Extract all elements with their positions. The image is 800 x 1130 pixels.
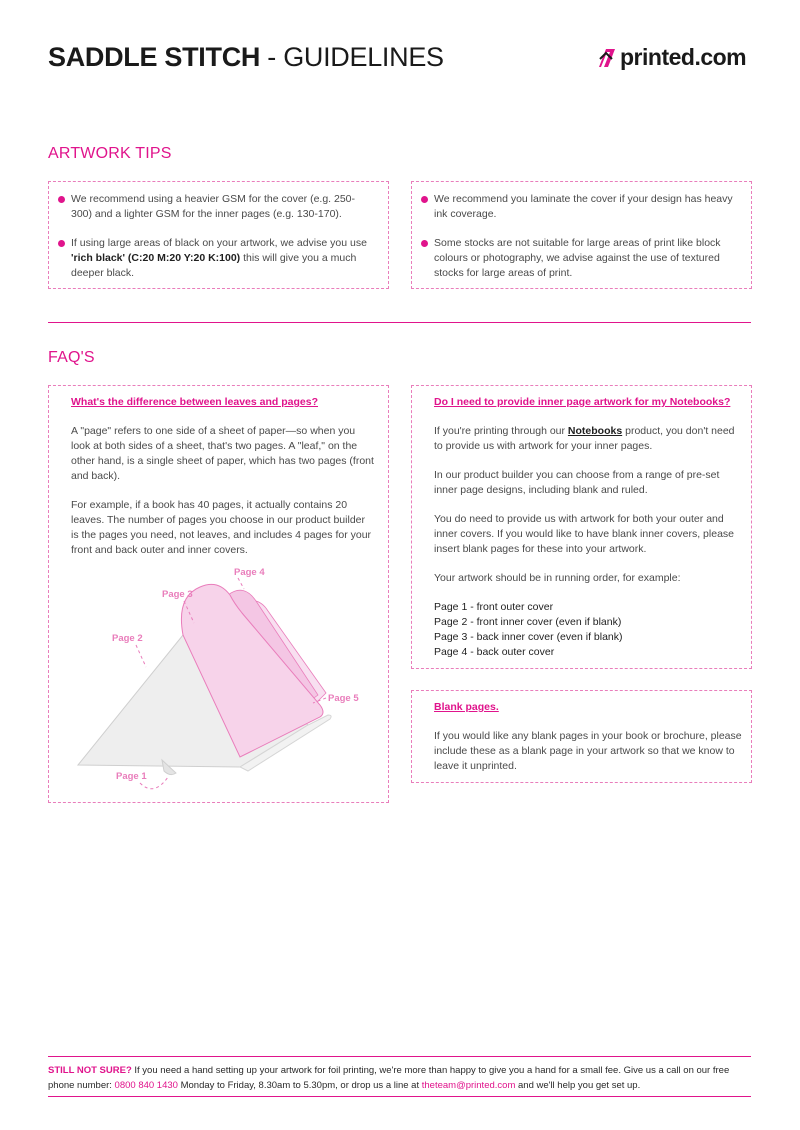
faq-notebooks-p3: You do need to provide us with artwork for both your outer and inner covers. If you would like to have blank inner covers, please insert blank pages for these into your artwork. [434, 513, 734, 555]
page-2-label: Page 2 [112, 633, 143, 644]
page-title-bold: SADDLE STITCH [48, 42, 261, 72]
artwork-tips-right-list [412, 192, 743, 281]
footer-top-rule [48, 1056, 751, 1057]
footer-copy: If you need a hand setting up your artwork for foil printing, we're more than happy to give you a hand for a small fee. Give us a call on our free phone number: [48, 1065, 730, 1091]
printed-logo-icon [597, 47, 617, 69]
page-1-label: Page 1 [116, 771, 147, 782]
faq-notebooks-p2: In our product builder you can choose from a range of pre-set inner page designs, including blank and ruled. [434, 469, 720, 496]
faq-blank-box [411, 690, 752, 783]
list-item [49, 192, 374, 222]
artwork-tips-left-box [48, 181, 389, 289]
tip-text: If using large areas of black on your artwork, we advise you use [71, 237, 367, 249]
footer-copy: and we'll help you get set up. [515, 1080, 641, 1091]
artwork-tips-heading: ARTWORK TIPS [48, 145, 172, 162]
faq-notebooks-p1 [434, 424, 743, 454]
list-item: Page 1 - front outer cover [434, 601, 554, 613]
list-item: Page 2 - front inner cover (even if blank) [434, 616, 622, 628]
list-item: Page 4 - back outer cover [434, 646, 555, 658]
notebooks-link[interactable]: Notebooks [567, 425, 623, 437]
faq-notebooks-box [411, 385, 752, 669]
list-item [412, 236, 743, 281]
artwork-tips-right-box [411, 181, 752, 289]
artwork-tips-left-list [49, 192, 374, 281]
leaves-pages-diagram [58, 565, 378, 795]
printed-logo-text: printed.com [620, 44, 747, 70]
faq-text: If you're printing through our [434, 425, 568, 437]
faq-leaves-p1: A "page" refers to one side of a sheet of paper—so when you look at both sides of a sheet, that's two pages. A "leaf," on the other hand, is a single sheet of paper, which has two pages (front and back). [71, 425, 374, 482]
faq-text: product, you don't need to provide us with artwork for your inner pages. [434, 425, 735, 452]
faq-notebooks-question: Do I need to provide inner page artwork for my Notebooks? [434, 396, 731, 408]
page-4-label: Page 4 [234, 567, 265, 578]
footer-phone-link[interactable]: 0800 840 1430 [114, 1080, 178, 1091]
list-item [412, 192, 743, 222]
page-title-rest: - GUIDELINES [260, 42, 444, 72]
footer-bottom-rule [48, 1096, 751, 1097]
page-3-label: Page 3 [162, 589, 193, 600]
footer-email-link[interactable]: theteam@printed.com [421, 1080, 516, 1091]
footer-text [48, 1063, 758, 1093]
faq-leaves-p2: For example, if a book has 40 pages, it actually contains 20 leaves. The number of pages you choose in our product builder is the pages you need, not leaves, and includes 4 pages for your front and back outer and inner covers. [71, 499, 372, 556]
page-5-label: Page 5 [328, 693, 359, 704]
rich-black-spec: 'rich black' (C:20 M:20 Y:20 K:100) [71, 252, 241, 264]
section-divider [48, 322, 751, 323]
footer-lead: STILL NOT SURE? [48, 1065, 132, 1076]
tip-text: We recommend using a heavier GSM for the cover (e.g. 250-300) and a lighter GSM for the inner pages (e.g. 130-170). [71, 193, 356, 220]
tip-text: Some stocks are not suitable for large areas of print like block colours or photography, we advise against the use of textured stocks for large areas of print. [434, 237, 721, 279]
faq-notebooks-p4: Your artwork should be in running order, for example: [434, 572, 681, 584]
faq-blank-question: Blank pages. [434, 701, 499, 713]
faq-leaves-question: What's the difference between leaves and pages? [71, 396, 318, 408]
tip-text: We recommend you laminate the cover if your design has heavy ink coverage. [434, 193, 733, 220]
faq-blank-p1: If you would like any blank pages in your book or brochure, please include these as a blank page in your artwork so that we know to leave it unprinted. [434, 730, 742, 772]
list-item [49, 236, 374, 281]
list-item: Page 3 - back inner cover (even if blank) [434, 631, 623, 643]
running-order-list [434, 600, 743, 660]
footer-copy: Monday to Friday, 8.30am to 5.30pm, or drop us a line at [177, 1080, 422, 1091]
printed-logo [597, 44, 746, 71]
tip-text: this will give you a much deeper black. [71, 252, 357, 279]
faqs-heading: FAQ'S [48, 349, 95, 366]
page-title [48, 42, 444, 73]
